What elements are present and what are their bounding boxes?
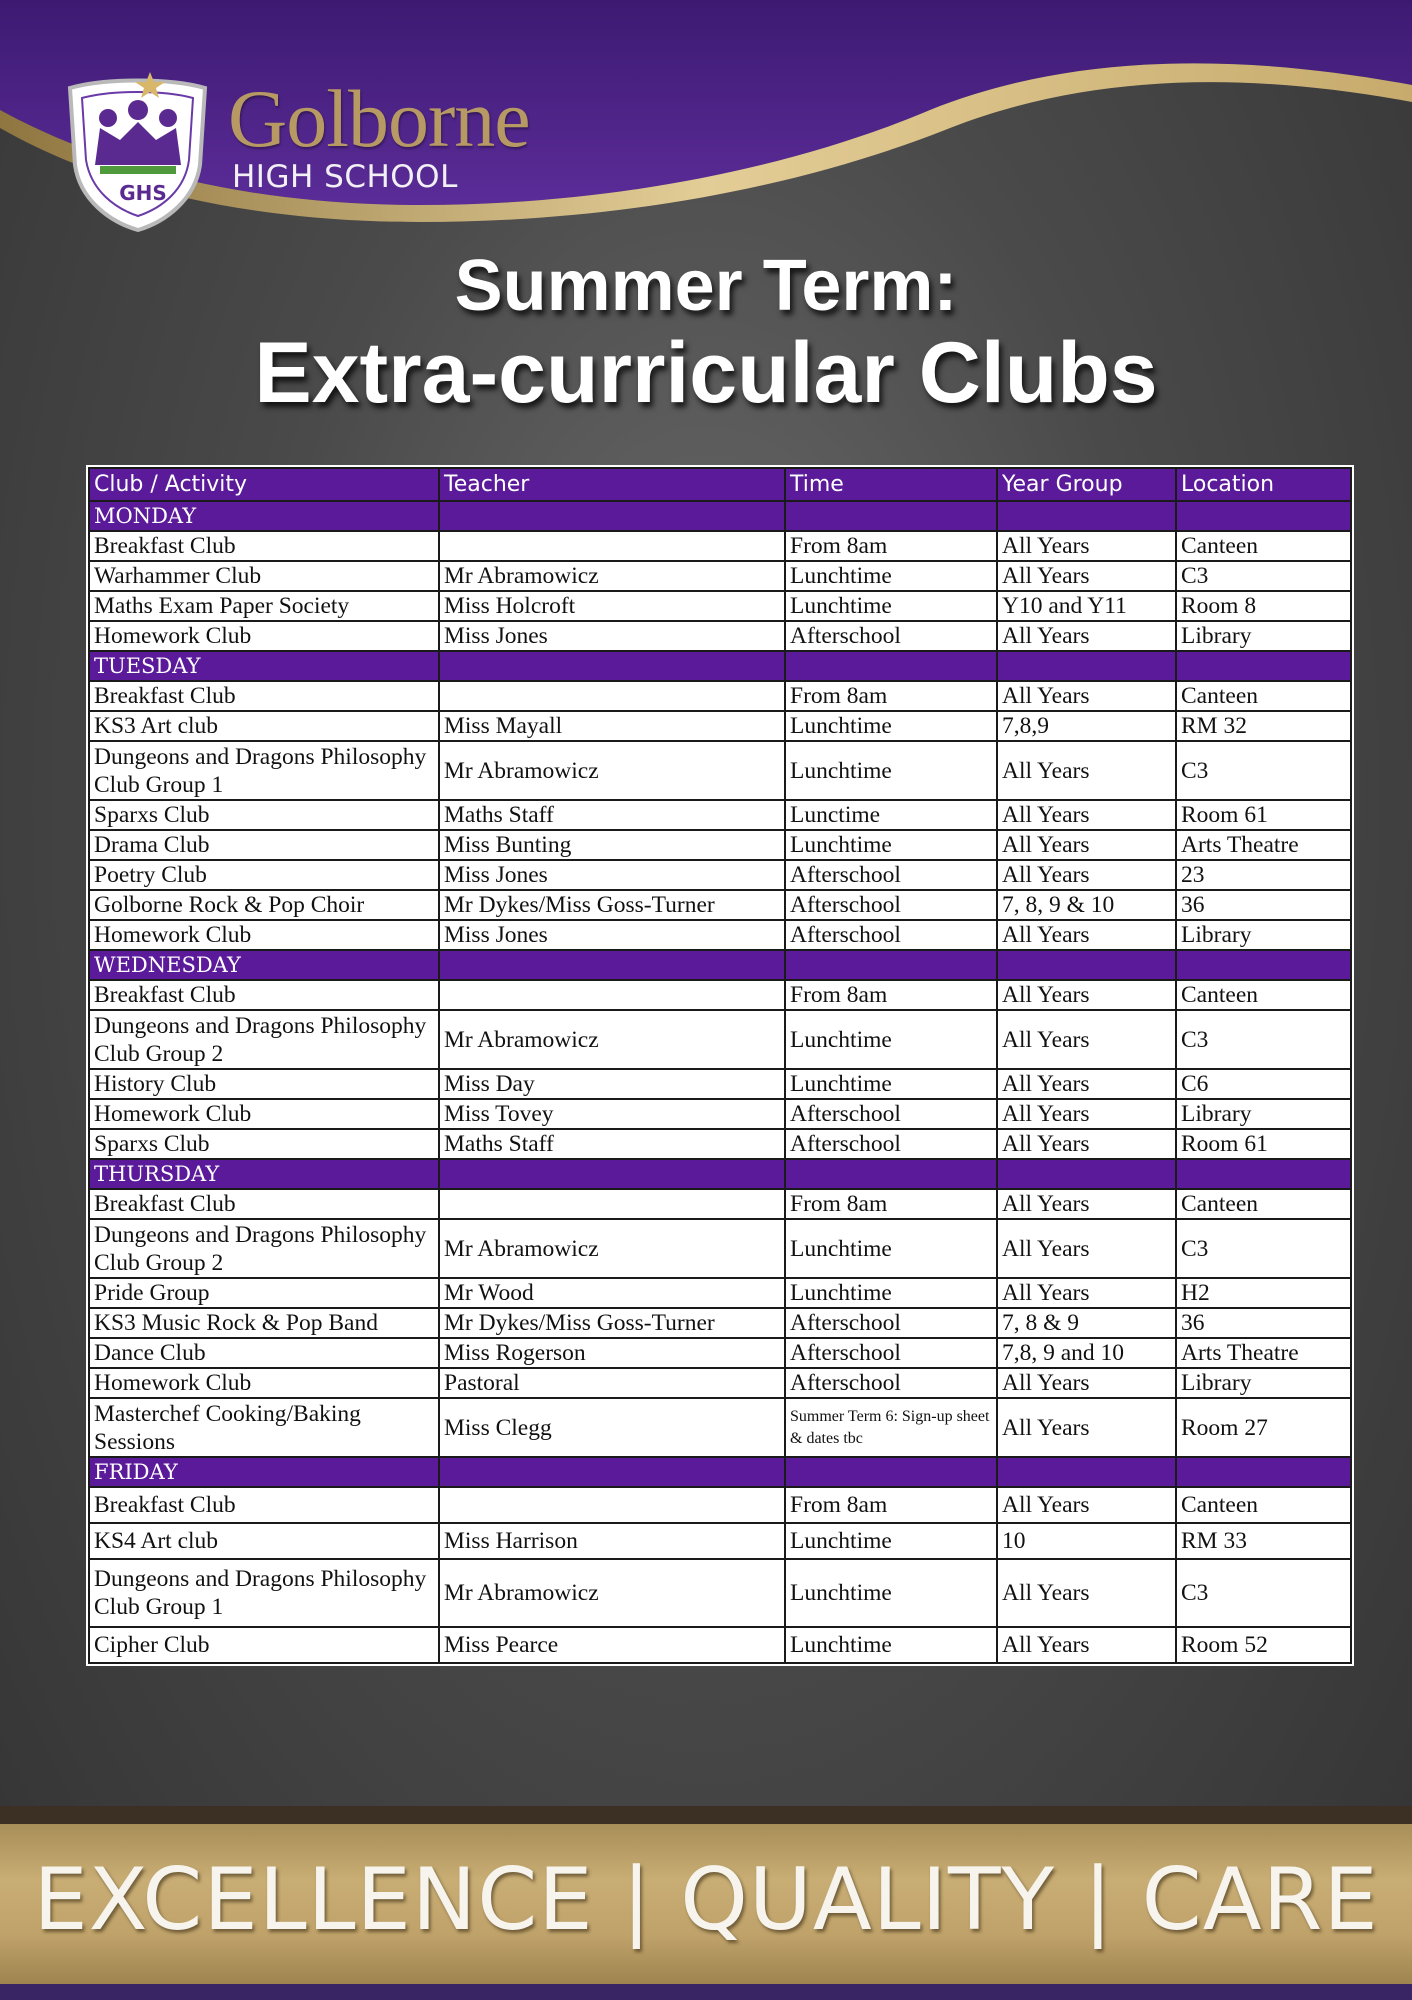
cell-year-group: All Years — [997, 800, 1176, 830]
cell-year-group: All Years — [997, 741, 1176, 800]
cell-time: Lunchtime — [785, 1627, 997, 1663]
column-header-year-group: Year Group — [997, 468, 1176, 501]
cell-location: C3 — [1176, 1010, 1351, 1069]
table-row — [89, 1559, 1351, 1627]
cell-club: Drama Club — [89, 830, 439, 860]
cell-time: Lunchtime — [785, 561, 997, 591]
cell-club: Dungeons and Dragons Philosophy Club Group 2 — [89, 1219, 439, 1278]
cell-teacher: Miss Rogerson — [439, 1338, 785, 1368]
school-name: Golborne — [228, 73, 530, 164]
cell-club: Breakfast Club — [89, 1487, 439, 1523]
cell-location: Canteen — [1176, 980, 1351, 1010]
cell-club: Dungeons and Dragons Philosophy Club Group 2 — [89, 1010, 439, 1069]
cell-club: Cipher Club — [89, 1627, 439, 1663]
cell-year-group: All Years — [997, 1559, 1176, 1627]
cell-club: Golborne Rock & Pop Choir — [89, 890, 439, 920]
cell-location: C6 — [1176, 1069, 1351, 1099]
cell-club: History Club — [89, 1069, 439, 1099]
cell-teacher: Miss Tovey — [439, 1099, 785, 1129]
page-title-line1: Summer Term: — [454, 246, 958, 326]
cell-year-group: All Years — [997, 561, 1176, 591]
table-row — [89, 800, 1351, 830]
cell-location: RM 33 — [1176, 1523, 1351, 1559]
cell-teacher: Miss Clegg — [439, 1398, 785, 1457]
table-row — [89, 830, 1351, 860]
table-row — [89, 591, 1351, 621]
cell-time: Lunchtime — [785, 741, 997, 800]
cell-location: Canteen — [1176, 681, 1351, 711]
cell-location: 36 — [1176, 1308, 1351, 1338]
table-row — [89, 621, 1351, 651]
table-row — [89, 1487, 1351, 1523]
cell-teacher: Maths Staff — [439, 1129, 785, 1159]
cell-time: Summer Term 6: Sign-up sheet & dates tbc — [785, 1398, 997, 1457]
table-row — [89, 1398, 1351, 1457]
cell-time: Afterschool — [785, 920, 997, 950]
cell-location: H2 — [1176, 1278, 1351, 1308]
cell-club: Breakfast Club — [89, 980, 439, 1010]
cell-teacher — [439, 681, 785, 711]
footer-top-stripe — [0, 1806, 1412, 1824]
cell-teacher: Miss Mayall — [439, 711, 785, 741]
cell-year-group: All Years — [997, 1627, 1176, 1663]
table-row — [89, 1189, 1351, 1219]
cell-teacher: Mr Abramowicz — [439, 1010, 785, 1069]
cell-time: Afterschool — [785, 1099, 997, 1129]
cell-club: Homework Club — [89, 621, 439, 651]
cell-location: Canteen — [1176, 1487, 1351, 1523]
cell-year-group: All Years — [997, 980, 1176, 1010]
cell-year-group: 7, 8 & 9 — [997, 1308, 1176, 1338]
table-row — [89, 681, 1351, 711]
cell-year-group: All Years — [997, 621, 1176, 651]
cell-year-group: 7, 8, 9 & 10 — [997, 890, 1176, 920]
cell-teacher: Pastoral — [439, 1368, 785, 1398]
cell-location: Arts Theatre — [1176, 1338, 1351, 1368]
cell-club: Sparxs Club — [89, 1129, 439, 1159]
cell-club: Breakfast Club — [89, 1189, 439, 1219]
cell-location: Library — [1176, 1368, 1351, 1398]
cell-teacher: Mr Abramowicz — [439, 1559, 785, 1627]
cell-time: From 8am — [785, 681, 997, 711]
cell-teacher: Mr Wood — [439, 1278, 785, 1308]
cell-year-group: 7,8, 9 and 10 — [997, 1338, 1176, 1368]
cell-teacher: Miss Jones — [439, 920, 785, 950]
cell-club: Maths Exam Paper Society — [89, 591, 439, 621]
cell-club: Dungeons and Dragons Philosophy Club Group 1 — [89, 741, 439, 800]
cell-teacher: Miss Harrison — [439, 1523, 785, 1559]
cell-year-group: Y10 and Y11 — [997, 591, 1176, 621]
footer-bottom-stripe — [0, 1984, 1412, 2000]
cell-teacher: Miss Jones — [439, 621, 785, 651]
cell-teacher: Miss Day — [439, 1069, 785, 1099]
cell-location: Library — [1176, 1099, 1351, 1129]
cell-year-group: All Years — [997, 1129, 1176, 1159]
cell-location: Canteen — [1176, 1189, 1351, 1219]
cell-club: KS3 Art club — [89, 711, 439, 741]
cell-time: Lunchtime — [785, 1278, 997, 1308]
crest-initials: GHS — [119, 181, 167, 205]
cell-location: Room 61 — [1176, 1129, 1351, 1159]
cell-teacher: Mr Abramowicz — [439, 1219, 785, 1278]
cell-time: Lunchtime — [785, 1559, 997, 1627]
day-label: THURSDAY — [89, 1159, 439, 1189]
cell-time: Lunchtime — [785, 591, 997, 621]
cell-location: 36 — [1176, 890, 1351, 920]
cell-location: C3 — [1176, 1559, 1351, 1627]
table-row — [89, 1627, 1351, 1663]
cell-year-group: All Years — [997, 531, 1176, 561]
table-row — [89, 980, 1351, 1010]
cell-teacher: Miss Jones — [439, 860, 785, 890]
cell-year-group: All Years — [997, 1069, 1176, 1099]
cell-time: Lunchtime — [785, 711, 997, 741]
cell-location: C3 — [1176, 561, 1351, 591]
table-row — [89, 860, 1351, 890]
cell-teacher: Mr Dykes/Miss Goss-Turner — [439, 890, 785, 920]
day-header-row — [89, 651, 1351, 681]
cell-year-group: All Years — [997, 1010, 1176, 1069]
cell-location: C3 — [1176, 1219, 1351, 1278]
cell-year-group: All Years — [997, 1487, 1176, 1523]
cell-club: Homework Club — [89, 1099, 439, 1129]
cell-teacher: Miss Holcroft — [439, 591, 785, 621]
header-banner — [0, 0, 1412, 240]
cell-club: Homework Club — [89, 920, 439, 950]
cell-time: Lunctime — [785, 800, 997, 830]
cell-year-group: 10 — [997, 1523, 1176, 1559]
table-row — [89, 1010, 1351, 1069]
header-swoosh — [0, 0, 1412, 240]
table-row — [89, 741, 1351, 800]
day-header-row — [89, 950, 1351, 980]
table-row — [89, 1368, 1351, 1398]
cell-teacher: Mr Abramowicz — [439, 741, 785, 800]
cell-time: From 8am — [785, 531, 997, 561]
cell-time: Afterschool — [785, 860, 997, 890]
cell-teacher: Miss Bunting — [439, 830, 785, 860]
cell-club: KS3 Music Rock & Pop Band — [89, 1308, 439, 1338]
cell-year-group: All Years — [997, 830, 1176, 860]
cell-time: From 8am — [785, 1189, 997, 1219]
day-label: TUESDAY — [89, 651, 439, 681]
table-row — [89, 890, 1351, 920]
table-row — [89, 531, 1351, 561]
clubs-timetable — [88, 467, 1352, 1664]
cell-club: Pride Group — [89, 1278, 439, 1308]
cell-year-group: All Years — [997, 1398, 1176, 1457]
cell-location: Library — [1176, 621, 1351, 651]
cell-time: Lunchtime — [785, 1523, 997, 1559]
cell-club: Sparxs Club — [89, 800, 439, 830]
cell-year-group: 7,8,9 — [997, 711, 1176, 741]
cell-year-group: All Years — [997, 860, 1176, 890]
cell-club: Homework Club — [89, 1368, 439, 1398]
column-header-teacher: Teacher — [439, 468, 785, 501]
cell-location: Room 52 — [1176, 1627, 1351, 1663]
cell-year-group: All Years — [997, 1099, 1176, 1129]
table-row — [89, 1523, 1351, 1559]
school-crest-icon — [70, 72, 205, 230]
cell-location: Room 8 — [1176, 591, 1351, 621]
day-header-row — [89, 1457, 1351, 1487]
column-header-club: Club / Activity — [89, 468, 439, 501]
cell-location: 23 — [1176, 860, 1351, 890]
table-row — [89, 1069, 1351, 1099]
table-row — [89, 1099, 1351, 1129]
table-row — [89, 711, 1351, 741]
cell-location: Room 27 — [1176, 1398, 1351, 1457]
day-header-row — [89, 1159, 1351, 1189]
cell-location: Canteen — [1176, 531, 1351, 561]
cell-time: Lunchtime — [785, 1069, 997, 1099]
cell-year-group: All Years — [997, 1219, 1176, 1278]
table-row — [89, 561, 1351, 591]
table-row — [89, 1308, 1351, 1338]
cell-time: Afterschool — [785, 1338, 997, 1368]
cell-time: Lunchtime — [785, 830, 997, 860]
cell-teacher — [439, 980, 785, 1010]
cell-location: Room 61 — [1176, 800, 1351, 830]
cell-club: Dungeons and Dragons Philosophy Club Group 1 — [89, 1559, 439, 1627]
cell-year-group: All Years — [997, 920, 1176, 950]
day-header-row — [89, 501, 1351, 531]
page-title-line2: Extra-curricular Clubs — [254, 325, 1158, 421]
cell-time: Afterschool — [785, 890, 997, 920]
day-label: WEDNESDAY — [89, 950, 439, 980]
day-label: MONDAY — [89, 501, 439, 531]
cell-location: RM 32 — [1176, 711, 1351, 741]
cell-time: Afterschool — [785, 1308, 997, 1338]
cell-club: Breakfast Club — [89, 681, 439, 711]
cell-teacher: Maths Staff — [439, 800, 785, 830]
cell-time: From 8am — [785, 1487, 997, 1523]
cell-club: Breakfast Club — [89, 531, 439, 561]
cell-teacher: Miss Pearce — [439, 1627, 785, 1663]
cell-year-group: All Years — [997, 1278, 1176, 1308]
table-header-row — [89, 468, 1351, 501]
cell-year-group: All Years — [997, 1368, 1176, 1398]
cell-time: Afterschool — [785, 621, 997, 651]
cell-time: Lunchtime — [785, 1010, 997, 1069]
cell-location: C3 — [1176, 741, 1351, 800]
table-row — [89, 920, 1351, 950]
cell-time: From 8am — [785, 980, 997, 1010]
cell-teacher — [439, 1487, 785, 1523]
cell-location: Library — [1176, 920, 1351, 950]
cell-teacher: Mr Dykes/Miss Goss-Turner — [439, 1308, 785, 1338]
cell-location: Arts Theatre — [1176, 830, 1351, 860]
table-row — [89, 1129, 1351, 1159]
cell-teacher — [439, 531, 785, 561]
table-row — [89, 1278, 1351, 1308]
column-header-time: Time — [785, 468, 997, 501]
cell-time: Afterschool — [785, 1129, 997, 1159]
cell-teacher: Mr Abramowicz — [439, 561, 785, 591]
cell-club: Poetry Club — [89, 860, 439, 890]
cell-time: Afterschool — [785, 1368, 997, 1398]
cell-year-group: All Years — [997, 1189, 1176, 1219]
cell-year-group: All Years — [997, 681, 1176, 711]
cell-teacher — [439, 1189, 785, 1219]
table-row — [89, 1219, 1351, 1278]
table-row — [89, 1338, 1351, 1368]
cell-club: Warhammer Club — [89, 561, 439, 591]
school-motto: EXCELLENCE | QUALITY | CARE — [33, 1850, 1379, 1950]
cell-time: Lunchtime — [785, 1219, 997, 1278]
cell-club: KS4 Art club — [89, 1523, 439, 1559]
column-header-location: Location — [1176, 468, 1351, 501]
cell-club: Dance Club — [89, 1338, 439, 1368]
school-subtitle: HIGH SCHOOL — [232, 159, 458, 195]
day-label: FRIDAY — [89, 1457, 439, 1487]
cell-club: Masterchef Cooking/Baking Sessions — [89, 1398, 439, 1457]
footer-banner — [0, 1806, 1412, 2000]
